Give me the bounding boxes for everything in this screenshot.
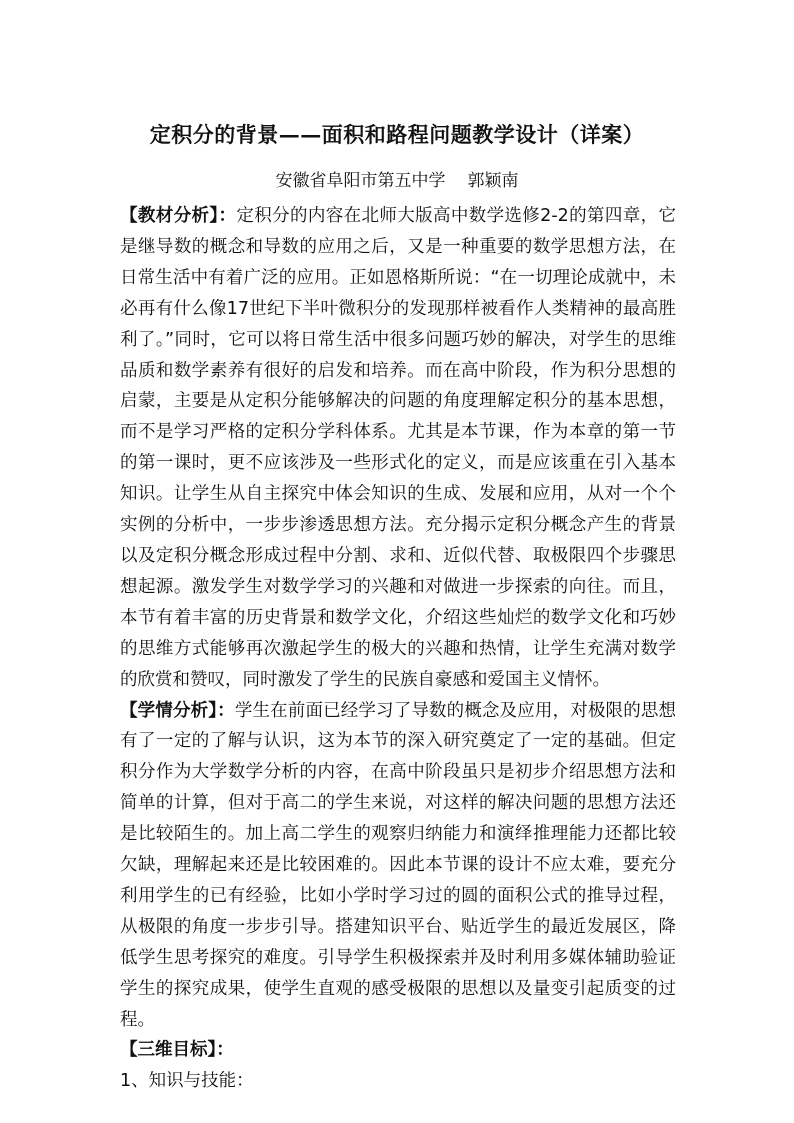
author-name: 郭颖南	[467, 171, 519, 191]
document-body	[120, 201, 676, 1097]
section-heading: 【三维目标】：	[120, 1040, 234, 1061]
section-heading: 【教材分析】：	[120, 206, 237, 226]
section-text: 定积分的内容在北师大版高中数学选修2-2的第四章，它是继导数的概念和导数的应用之后，又是一种重要的数学思想方法，在日常生活中有着广泛的应用。正如恩格斯所说：“在一切理论成就中，未必再有什么像17世纪下半叶微积分的发现那样被看作人类精神的最高胜利了。”同时，它可以将日常生活中很多问题巧妙的解决，对学生的思维品质和数学素养有很好的启发和培养。而在高中阶段，作为积分思想的启蒙，主要是从定积分能够解决的问题的角度理解定积分的基本思想，而不是学习严格的定积分学科体系。尤其是本节课，作为本章的第一节的第一课时，更不应该涉及一些形式化的定义，而是应该重在引入基本知识。让学生从自主探究中体会知识的生成、发展和应用，从对一个个实例的分析中，一步步渗透思想方法。充分揭示定积分概念产生的背景以及定积分概念形成过程中分割、求和、近似代替、取极限四个步骤思想起源。激发学生对数学学习的兴趣和对做进一步探索的向往。而且，本节有着丰富的历史背景和数学文化，介绍这些灿烂的数学文化和巧妙的思维方式能够再次激起学生的极大的兴趣和热情，让学生充满对数学的欣赏和赞叹，同时激发了学生的民族自豪感和爱国主义情怀。	[120, 206, 676, 690]
author-school: 安徽省阜阳市第五中学	[275, 171, 446, 191]
section-three-dimensional-goals	[120, 1035, 676, 1066]
section-text: 学生在前面已经学习了导数的概念及应用，对极限的思想有了一定的了解与认识，这为本节的深入研究奠定了一定的基础。但定积分作为大学数学分析的内容，在高中阶段虽只是初步介绍思想方法和简单的计算，但对于高二的学生来说，对这样的解决问题的思想方法还是比较陌生的。加上高二学生的观察归纳能力和演绎推理能力还都比较欠缺，理解起来还是比较困难的。因此本节课的设计不应太难，要充分利用学生的已有经验，比如小学时学习过的圆的面积公式的推导过程，从极限的角度一步步引导。搭建知识平台、贴近学生的最近发展区，降低学生思考探究的难度。引导学生积极探索并及时利用多媒体辅助验证学生的探究成果，使学生直观的感受极限的思想以及量变引起质变的过程。	[120, 700, 677, 1030]
author-line	[0, 166, 794, 191]
section-textbook-analysis	[120, 201, 676, 696]
document-title: 定积分的背景——面积和路程问题教学设计（详案）	[149, 122, 645, 147]
subheading-knowledge-skills: 1、知识与技能：	[120, 1071, 254, 1092]
section-student-analysis	[120, 696, 676, 1036]
section-heading: 【学情分析】：	[120, 700, 235, 721]
